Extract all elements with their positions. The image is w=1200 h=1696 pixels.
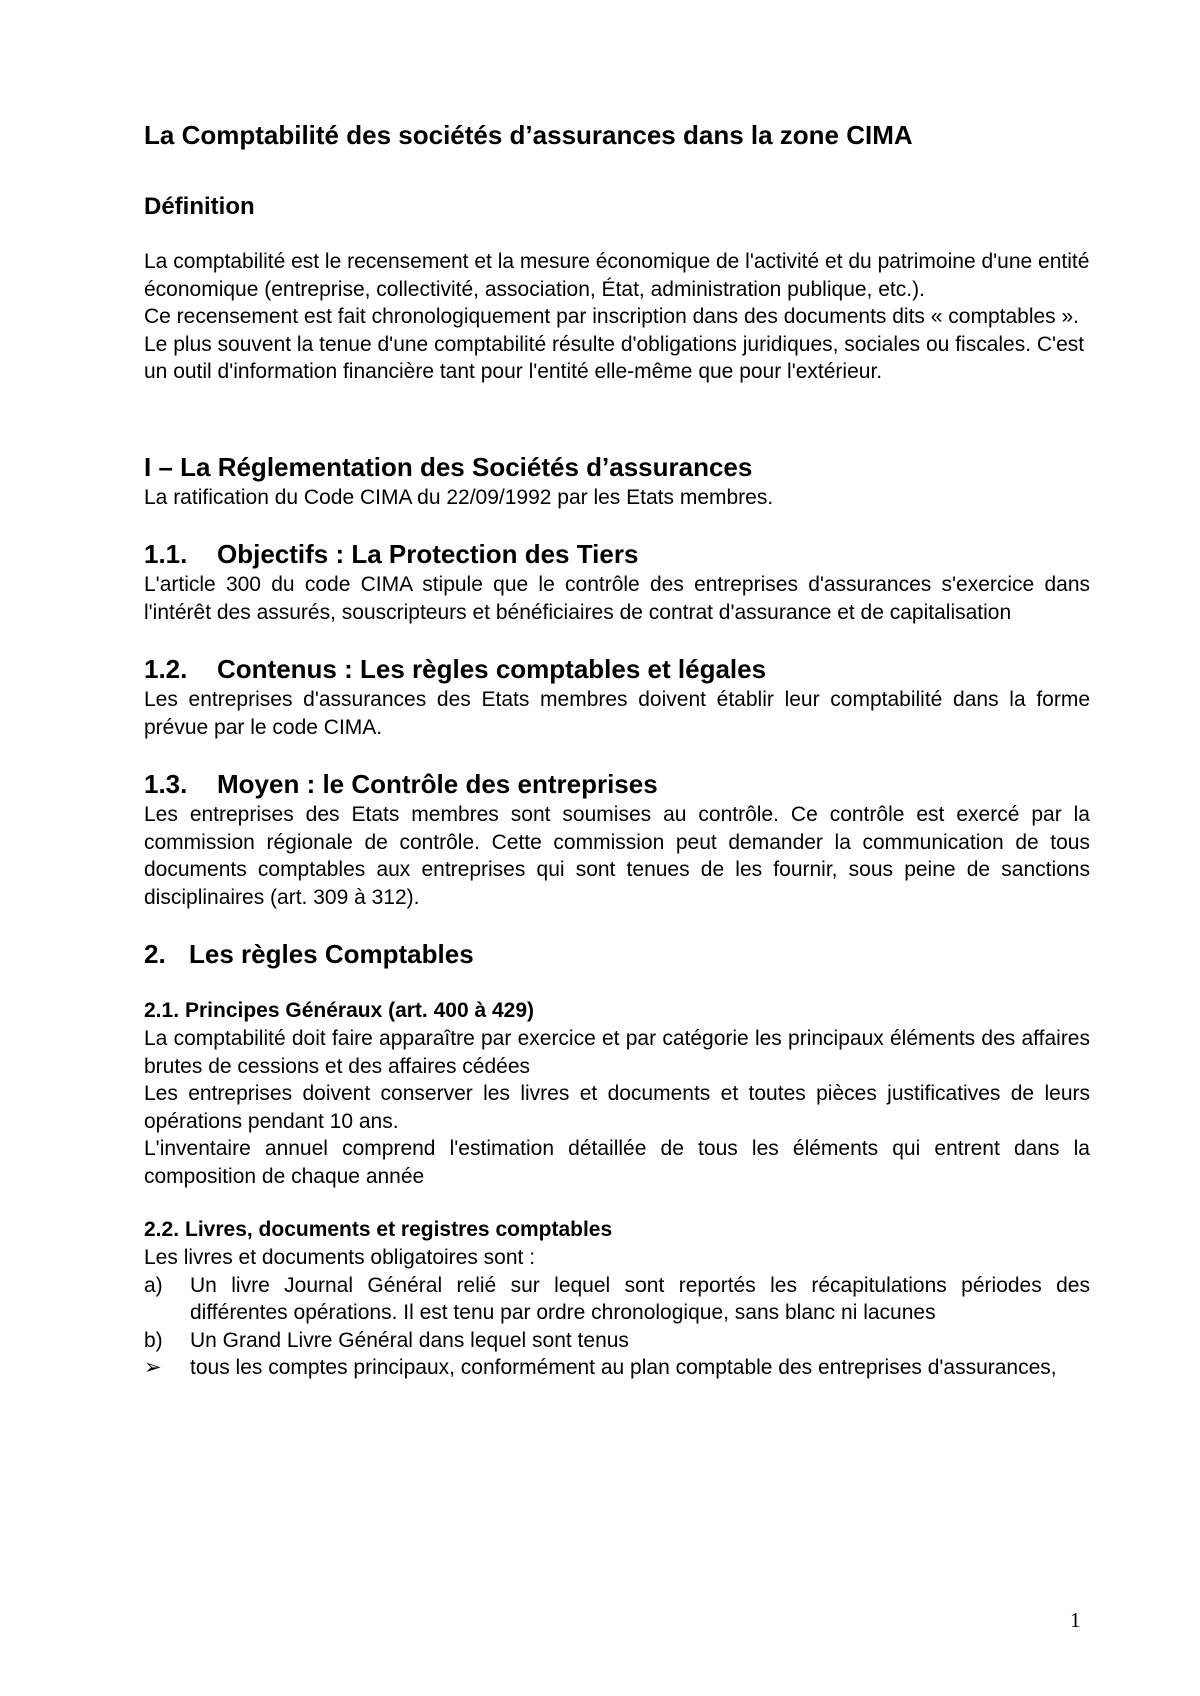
subsection-number: 1.3. xyxy=(144,769,188,799)
subsection-2-1-paragraph-1: La comptabilité doit faire apparaître par exercice et par catégorie les principaux éléments des affaires brutes de cessions et des affaires cédées xyxy=(144,1027,1090,1078)
section-1 xyxy=(144,450,1090,912)
subsection-1-2-heading xyxy=(144,652,1090,686)
subsection-title: Objectifs : La Protection des Tiers xyxy=(217,539,639,569)
subsection-number: 2.2. xyxy=(144,1218,180,1241)
subsection-2-2-heading xyxy=(144,1216,1090,1244)
list-marker: b) xyxy=(144,1328,163,1352)
subsection-1-3-text: Les entreprises des Etats membres sont soumises au contrôle. Ce contrôle est exercé par la commission régionale de contrôle. Cette commission peut demander la communication de tous documents comptables aux entreprises qui sont tenues de les fournir, sous peine de sanctions disciplinaires (art. 309 à 312). xyxy=(144,803,1090,909)
section-2-heading xyxy=(144,937,1090,971)
subsection-number: 1.1. xyxy=(144,539,188,569)
page-number: 1 xyxy=(1070,1608,1081,1632)
definition-paragraph-2: Ce recensement est fait chronologiquement par inscription dans des documents dits « comptables ». xyxy=(144,305,1080,328)
subsection-title: Moyen : le Contrôle des entreprises xyxy=(217,769,658,799)
list-item-text: Un Grand Livre Général dans lequel sont tenus xyxy=(190,1328,629,1352)
documents-list xyxy=(144,1272,1090,1382)
list-marker: a) xyxy=(144,1273,163,1297)
list-item xyxy=(144,1327,1090,1355)
section-1-intro: La ratification du Code CIMA du 22/09/1992 par les Etats membres. xyxy=(144,485,774,509)
section-number: 2. xyxy=(144,939,166,969)
arrow-bullet-icon: ➢ xyxy=(144,1356,162,1379)
subsection-1-2 xyxy=(144,652,1090,741)
page-content xyxy=(144,118,1090,1382)
definition-heading: Définition xyxy=(144,193,255,220)
list-item xyxy=(144,1272,1090,1327)
section-title: Les règles Comptables xyxy=(189,939,474,969)
subsection-1-3 xyxy=(144,767,1090,911)
subsection-1-3-heading xyxy=(144,767,1090,801)
document-title: La Comptabilité des sociétés d’assurances dans la zone CIMA xyxy=(144,120,913,150)
definition-paragraph-3: Le plus souvent la tenue d'une comptabilité résulte d'obligations juridiques, sociales ou fiscales. C'est un outil d'information financière tant pour l'entité elle-même que pour l'extérieur. xyxy=(144,332,1085,383)
definition-section xyxy=(144,192,1090,386)
subsection-title: Livres, documents et registres comptables xyxy=(185,1218,613,1241)
subsection-2-1-heading xyxy=(144,997,1090,1025)
list-item xyxy=(144,1354,1090,1382)
subsection-1-2-text: Les entreprises d'assurances des Etats membres doivent établir leur comptabilité dans la forme prévue par le code CIMA. xyxy=(144,688,1090,739)
subsection-title: Contenus : Les règles comptables et légales xyxy=(217,654,767,684)
list-item-text: tous les comptes principaux, conformément au plan comptable des entreprises d'assurances, xyxy=(190,1356,1057,1379)
subsection-2-1-paragraph-3: L'inventaire annuel comprend l'estimation détaillée de tous les éléments qui entrent dans la composition de chaque année xyxy=(144,1137,1090,1188)
subsection-number: 2.1. xyxy=(144,999,180,1022)
subsection-1-1-heading xyxy=(144,537,1090,571)
section-2 xyxy=(144,937,1090,1382)
section-1-heading: I – La Réglementation des Sociétés d’assurances xyxy=(144,451,753,482)
subsection-number: 1.2. xyxy=(144,654,188,684)
subsection-title: Principes Généraux (art. 400 à 429) xyxy=(185,999,535,1022)
definition-paragraph-1: La comptabilité est le recensement et la mesure économique de l'activité et du patrimoine d'une entité économique (entreprise, collectivité, association, État, administration publique, etc.). xyxy=(144,250,1090,301)
list-item-text: Un livre Journal Général relié sur lequel sont reportés les récapitulations périodes des différentes opérations. Il est tenu par ordre chronologique, sans blanc ni lacunes xyxy=(190,1273,1090,1324)
subsection-2-2 xyxy=(144,1216,1090,1382)
subsection-1-1 xyxy=(144,537,1090,626)
subsection-1-1-text: L'article 300 du code CIMA stipule que le contrôle des entreprises d'assurances s'exercice dans l'intérêt des assurés, souscripteurs et bénéficiaires de contrat d'assurance et de capitalisation xyxy=(144,573,1090,624)
subsection-2-1 xyxy=(144,997,1090,1190)
subsection-2-2-intro: Les livres et documents obligatoires sont : xyxy=(144,1246,536,1269)
subsection-2-1-paragraph-2: Les entreprises doivent conserver les livres et documents et toutes pièces justificatives de leurs opérations pendant 10 ans. xyxy=(144,1082,1090,1133)
